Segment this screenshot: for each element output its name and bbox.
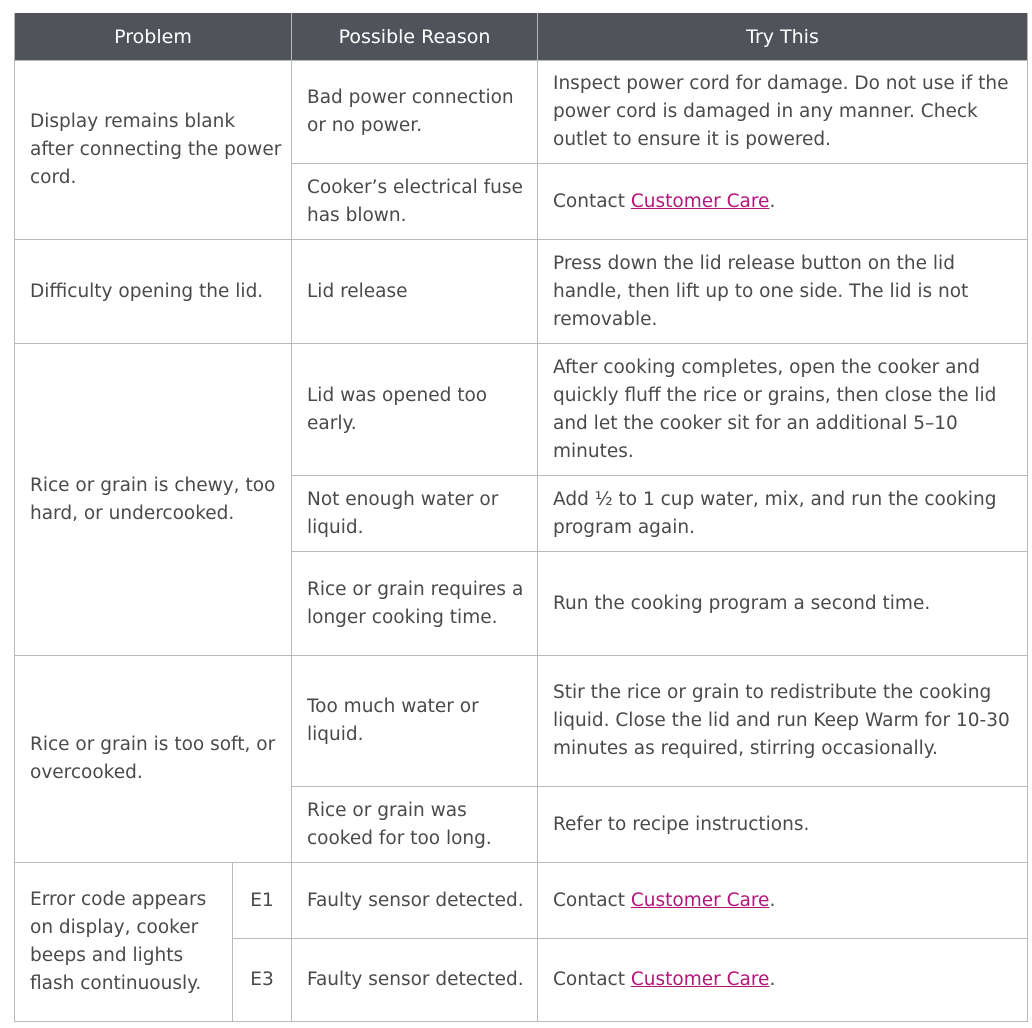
- header-row: [15, 13, 1028, 61]
- reason-cell: Not enough water or liquid.: [292, 476, 538, 552]
- reason-cell: Faulty sensor detected.: [292, 939, 538, 1022]
- problem-cell: Difficulty opening the lid.: [15, 240, 292, 344]
- problem-cell: Rice or grain is chewy, too hard, or undercooked.: [15, 344, 292, 656]
- try-text: .: [769, 889, 776, 911]
- try-text: Contact: [553, 190, 631, 212]
- try-cell: Refer to recipe instructions.: [538, 787, 1028, 863]
- try-cell: [538, 939, 1028, 1022]
- header-problem: Problem: [15, 13, 292, 61]
- customer-care-link[interactable]: Customer Care: [630, 969, 770, 990]
- reason-cell: Rice or grain was cooked for too long.: [292, 787, 538, 863]
- try-cell: Stir the rice or grain to redistribute the cooking liquid. Close the lid and run Keep Warm for 10-30 minutes as required, stirring occasionally.: [538, 656, 1028, 787]
- try-cell: Inspect power cord for damage. Do not use if the power cord is damaged in any manner. Check outlet to ensure it is powered.: [538, 61, 1028, 164]
- table-row: [15, 344, 1028, 476]
- reason-cell: Lid release: [292, 240, 538, 344]
- reason-cell: Faulty sensor detected.: [292, 863, 538, 939]
- customer-care-link[interactable]: Customer Care: [630, 190, 770, 212]
- try-cell: Add ½ to 1 cup water, mix, and run the cooking program again.: [538, 476, 1028, 552]
- try-cell: Press down the lid release button on the lid handle, then lift up to one side. The lid is not removable.: [538, 240, 1028, 344]
- header-possible-reason: Possible Reason: [292, 13, 538, 61]
- troubleshooting-table: [14, 13, 1028, 1022]
- try-text: Contact: [553, 889, 631, 911]
- reason-cell: Rice or grain requires a longer cooking time.: [292, 552, 538, 656]
- table-row: [15, 240, 1028, 344]
- try-cell: Run the cooking program a second time.: [538, 552, 1028, 656]
- reason-cell: Bad power connection or no power.: [292, 61, 538, 164]
- table-row: [15, 61, 1028, 164]
- try-text: .: [769, 969, 776, 990]
- try-cell: [538, 164, 1028, 240]
- reason-cell: Cooker’s electrical fuse has blown.: [292, 164, 538, 240]
- try-text: .: [769, 190, 776, 212]
- header-try-this: Try This: [538, 13, 1028, 61]
- try-text: Contact: [553, 969, 631, 990]
- problem-cell: Rice or grain is too soft, or overcooked.: [15, 656, 292, 863]
- error-code-cell: E1: [233, 863, 292, 939]
- problem-cell: Error code appears on display, cooker beeps and lights flash continuously.: [15, 863, 233, 1022]
- try-cell: After cooking completes, open the cooker and quickly fluff the rice or grains, then close the lid and let the cooker sit for an additional 5–10 minutes.: [538, 344, 1028, 476]
- problem-cell: Display remains blank after connecting the power cord.: [15, 61, 292, 240]
- error-code-cell: E3: [233, 939, 292, 1022]
- customer-care-link[interactable]: Customer Care: [630, 889, 770, 911]
- table-row: [15, 656, 1028, 787]
- try-cell: [538, 863, 1028, 939]
- reason-cell: Too much water or liquid.: [292, 656, 538, 787]
- reason-cell: Lid was opened too early.: [292, 344, 538, 476]
- troubleshooting-table-wrapper: [14, 13, 1028, 1022]
- table-row: [15, 863, 1028, 939]
